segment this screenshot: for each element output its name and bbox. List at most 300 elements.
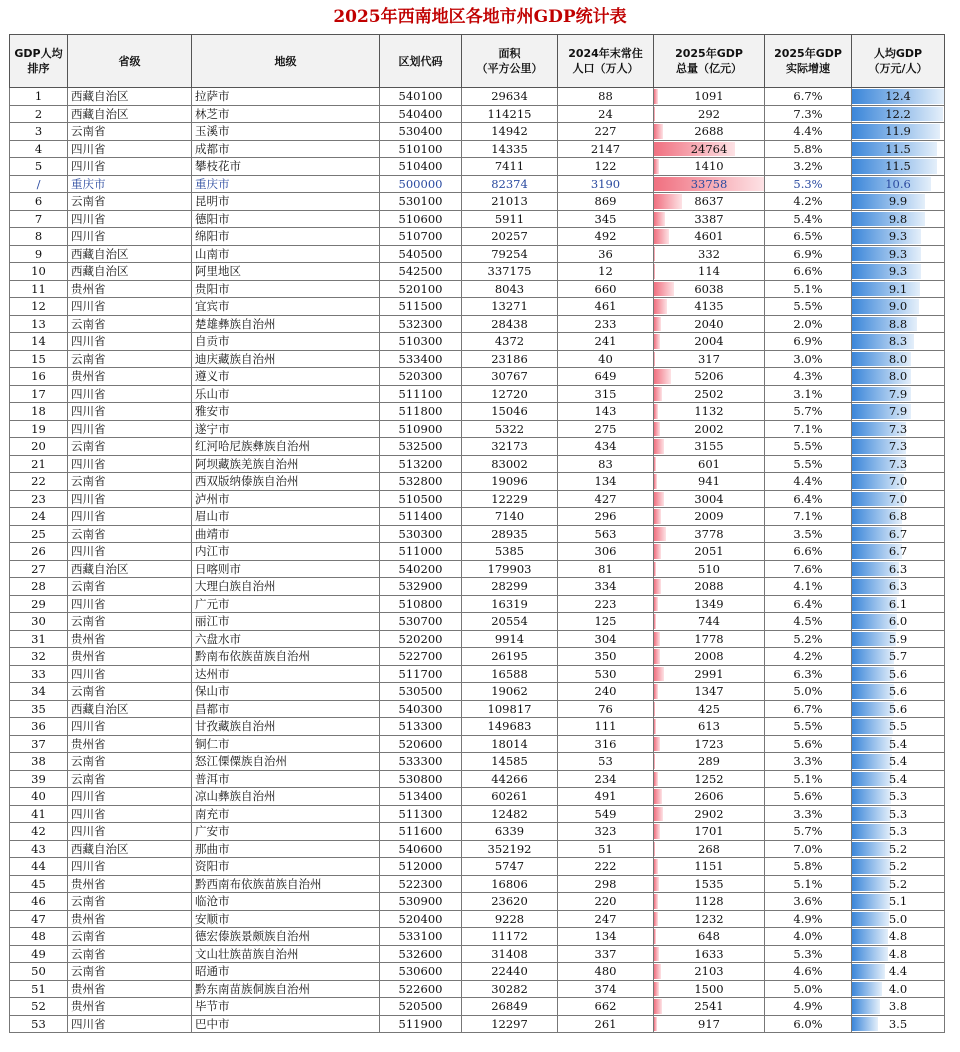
- cell-province: 贵州省: [68, 280, 192, 298]
- cell-city: 楚雄彝族自治州: [192, 315, 380, 333]
- cell-pop: 345: [558, 210, 654, 228]
- cell-pop: 298: [558, 875, 654, 893]
- gdp-value: 6038: [694, 281, 724, 296]
- gdp-bar: [654, 1017, 657, 1032]
- cell-city: 拉萨市: [192, 88, 380, 106]
- percap-bar: [852, 824, 891, 839]
- cell-pop: 350: [558, 648, 654, 666]
- gdp-value: 268: [698, 841, 720, 856]
- gdp-value: 2051: [694, 544, 724, 559]
- gdp-bar: [654, 124, 663, 139]
- table-row: [10, 928, 945, 946]
- percap-bar: [852, 947, 888, 962]
- cell-rank: 23: [10, 490, 68, 508]
- gdp-bar: [654, 789, 662, 804]
- cell-percap: [852, 560, 945, 578]
- cell-code: 530500: [380, 683, 462, 701]
- cell-pop: 233: [558, 315, 654, 333]
- cell-pop: 143: [558, 403, 654, 421]
- cell-area: 82374: [462, 175, 558, 193]
- cell-city: 阿里地区: [192, 263, 380, 281]
- gdp-value: 2002: [694, 421, 724, 436]
- table-row: [10, 753, 945, 771]
- table-row: [10, 438, 945, 456]
- table-row: [10, 385, 945, 403]
- cell-rank: 7: [10, 210, 68, 228]
- gdp-bar: [654, 999, 662, 1014]
- cell-province: 云南省: [68, 928, 192, 946]
- gdp-value: 33758: [690, 176, 728, 191]
- gdp-bar: [654, 212, 665, 227]
- cell-province: 云南省: [68, 578, 192, 596]
- percap-value: 6.8: [888, 509, 908, 524]
- table-row: [10, 158, 945, 176]
- gdp-value: 1347: [694, 684, 724, 699]
- cell-area: 20257: [462, 228, 558, 246]
- cell-percap: [852, 140, 945, 158]
- cell-rank: 34: [10, 683, 68, 701]
- cell-rank: 51: [10, 980, 68, 998]
- cell-rank: 39: [10, 770, 68, 788]
- cell-percap: [852, 420, 945, 438]
- cell-gdp: [654, 175, 765, 193]
- cell-percap: [852, 210, 945, 228]
- cell-code: 522600: [380, 980, 462, 998]
- cell-area: 18014: [462, 735, 558, 753]
- cell-pop: 316: [558, 735, 654, 753]
- table-row: [10, 420, 945, 438]
- cell-code: 533400: [380, 350, 462, 368]
- cell-city: 乐山市: [192, 385, 380, 403]
- cell-growth: 5.0%: [765, 980, 852, 998]
- table-row: [10, 840, 945, 858]
- gdp-value: 2008: [694, 649, 724, 664]
- cell-gdp: [654, 543, 765, 561]
- cell-province: 云南省: [68, 438, 192, 456]
- gdp-value: 3778: [694, 526, 724, 541]
- gdp-value: 601: [698, 456, 720, 471]
- cell-rank: 46: [10, 893, 68, 911]
- cell-gdp: [654, 998, 765, 1016]
- gdp-bar: [654, 474, 657, 489]
- percap-bar: [852, 229, 921, 244]
- cell-province: 贵州省: [68, 630, 192, 648]
- cell-area: 16319: [462, 595, 558, 613]
- percap-value: 10.6: [885, 176, 911, 191]
- cell-growth: 6.9%: [765, 333, 852, 351]
- cell-province: 重庆市: [68, 175, 192, 193]
- cell-code: 530300: [380, 525, 462, 543]
- cell-growth: 4.9%: [765, 998, 852, 1016]
- cell-city: 昌都市: [192, 700, 380, 718]
- percap-bar: [852, 684, 894, 699]
- cell-city: 甘孜藏族自治州: [192, 718, 380, 736]
- cell-growth: 7.6%: [765, 560, 852, 578]
- cell-rank: 24: [10, 508, 68, 526]
- cell-pop: 36: [558, 245, 654, 263]
- cell-rank: 38: [10, 753, 68, 771]
- cell-growth: 7.1%: [765, 420, 852, 438]
- percap-value: 5.4: [888, 771, 908, 786]
- cell-growth: 6.5%: [765, 228, 852, 246]
- gdp-bar: [654, 737, 660, 752]
- cell-province: 西藏自治区: [68, 88, 192, 106]
- cell-city: 凉山彝族自治州: [192, 788, 380, 806]
- cell-gdp: [654, 823, 765, 841]
- cell-area: 114215: [462, 105, 558, 123]
- cell-province: 云南省: [68, 893, 192, 911]
- percap-bar: [852, 772, 892, 787]
- cell-gdp: [654, 88, 765, 106]
- cell-province: 西藏自治区: [68, 560, 192, 578]
- cell-rank: 48: [10, 928, 68, 946]
- cell-percap: [852, 403, 945, 421]
- cell-city: 六盘水市: [192, 630, 380, 648]
- cell-gdp: [654, 858, 765, 876]
- cell-pop: 491: [558, 788, 654, 806]
- cell-city: 雅安市: [192, 403, 380, 421]
- percap-value: 5.3: [888, 806, 908, 821]
- cell-province: 贵州省: [68, 735, 192, 753]
- cell-province: 四川省: [68, 158, 192, 176]
- cell-growth: 4.2%: [765, 648, 852, 666]
- table-row: [10, 963, 945, 981]
- cell-area: 352192: [462, 840, 558, 858]
- percap-bar: [852, 842, 891, 857]
- cell-gdp: [654, 123, 765, 141]
- cell-area: 30767: [462, 368, 558, 386]
- cell-gdp: [654, 263, 765, 281]
- table-row: [10, 875, 945, 893]
- cell-pop: 323: [558, 823, 654, 841]
- cell-code: 540400: [380, 105, 462, 123]
- cell-percap: [852, 385, 945, 403]
- gdp-value: 8637: [694, 194, 724, 209]
- cell-code: 510500: [380, 490, 462, 508]
- cell-growth: 4.5%: [765, 613, 852, 631]
- table-row: [10, 718, 945, 736]
- gdp-bar: [654, 89, 658, 104]
- table-row: [10, 140, 945, 158]
- cell-gdp: [654, 455, 765, 473]
- gdp-value: 3387: [694, 211, 724, 226]
- cell-percap: [852, 665, 945, 683]
- cell-percap: [852, 683, 945, 701]
- cell-pop: 434: [558, 438, 654, 456]
- cell-city: 泸州市: [192, 490, 380, 508]
- cell-code: 513300: [380, 718, 462, 736]
- gdp-value: 4601: [694, 229, 724, 244]
- cell-code: 520300: [380, 368, 462, 386]
- table-row: [10, 823, 945, 841]
- cell-percap: [852, 893, 945, 911]
- percap-value: 9.8: [888, 211, 908, 226]
- table-row: [10, 193, 945, 211]
- cell-area: 16588: [462, 665, 558, 683]
- cell-pop: 134: [558, 473, 654, 491]
- cell-area: 26849: [462, 998, 558, 1016]
- cell-area: 60261: [462, 788, 558, 806]
- cell-province: 云南省: [68, 193, 192, 211]
- cell-pop: 869: [558, 193, 654, 211]
- table-row: [10, 123, 945, 141]
- cell-gdp: [654, 228, 765, 246]
- cell-province: 西藏自治区: [68, 700, 192, 718]
- cell-area: 23186: [462, 350, 558, 368]
- cell-percap: [852, 928, 945, 946]
- cell-pop: 337: [558, 945, 654, 963]
- gdp-value: 24764: [690, 141, 728, 156]
- cell-area: 28299: [462, 578, 558, 596]
- gdp-value: 425: [698, 701, 720, 716]
- gdp-bar: [654, 387, 662, 402]
- cell-city: 达州市: [192, 665, 380, 683]
- cell-province: 贵州省: [68, 648, 192, 666]
- percap-value: 6.7: [888, 526, 908, 541]
- cell-area: 4372: [462, 333, 558, 351]
- cell-province: 云南省: [68, 613, 192, 631]
- cell-gdp: [654, 560, 765, 578]
- cell-area: 12229: [462, 490, 558, 508]
- cell-percap: [852, 648, 945, 666]
- gdp-value: 1633: [694, 946, 724, 961]
- cell-pop: 40: [558, 350, 654, 368]
- cell-province: 西藏自治区: [68, 840, 192, 858]
- gdp-bar: [654, 894, 658, 909]
- gdp-bar: [654, 334, 660, 349]
- gdp-value: 1232: [694, 911, 724, 926]
- cell-rank: 5: [10, 158, 68, 176]
- gdp-value: 3004: [694, 491, 724, 506]
- page-title: 2025年西南地区各地市州GDP统计表: [333, 7, 627, 27]
- header-percap: 人均GDP （万元/人）: [852, 35, 945, 88]
- gdp-value: 2004: [694, 334, 724, 349]
- cell-gdp: [654, 718, 765, 736]
- cell-gdp: [654, 595, 765, 613]
- cell-rank: 33: [10, 665, 68, 683]
- percap-bar: [852, 912, 889, 927]
- cell-pop: 304: [558, 630, 654, 648]
- cell-percap: [852, 578, 945, 596]
- percap-value: 5.3: [888, 824, 908, 839]
- cell-gdp: [654, 630, 765, 648]
- cell-pop: 234: [558, 770, 654, 788]
- cell-province: 四川省: [68, 788, 192, 806]
- gdp-bar: [654, 772, 658, 787]
- cell-code: 500000: [380, 175, 462, 193]
- cell-gdp: [654, 420, 765, 438]
- cell-city: 贵阳市: [192, 280, 380, 298]
- cell-rank: 26: [10, 543, 68, 561]
- cell-area: 5385: [462, 543, 558, 561]
- cell-city: 那曲市: [192, 840, 380, 858]
- gdp-bar: [654, 509, 661, 524]
- table-row: [10, 175, 945, 193]
- percap-value: 5.2: [888, 859, 908, 874]
- cell-city: 玉溪市: [192, 123, 380, 141]
- cell-growth: 5.5%: [765, 718, 852, 736]
- cell-code: 530800: [380, 770, 462, 788]
- header-growth: 2025年GDP 实际增速: [765, 35, 852, 88]
- percap-value: 7.9: [888, 386, 908, 401]
- cell-pop: 306: [558, 543, 654, 561]
- cell-province: 四川省: [68, 420, 192, 438]
- cell-percap: [852, 158, 945, 176]
- cell-pop: 2147: [558, 140, 654, 158]
- percap-value: 9.0: [888, 299, 908, 314]
- cell-pop: 374: [558, 980, 654, 998]
- cell-percap: [852, 280, 945, 298]
- cell-gdp: [654, 280, 765, 298]
- cell-province: 云南省: [68, 123, 192, 141]
- percap-value: 9.3: [888, 229, 908, 244]
- cell-rank: 29: [10, 595, 68, 613]
- cell-percap: [852, 368, 945, 386]
- cell-growth: 4.0%: [765, 928, 852, 946]
- cell-rank: 40: [10, 788, 68, 806]
- cell-rank: 9: [10, 245, 68, 263]
- cell-code: 530600: [380, 963, 462, 981]
- percap-bar: [852, 1017, 878, 1032]
- table-row: [10, 770, 945, 788]
- cell-growth: 6.4%: [765, 490, 852, 508]
- percap-value: 7.3: [888, 439, 908, 454]
- cell-city: 德宏傣族景颇族自治州: [192, 928, 380, 946]
- cell-province: 云南省: [68, 963, 192, 981]
- cell-rank: 53: [10, 1015, 68, 1033]
- percap-bar: [852, 282, 920, 297]
- cell-growth: 2.0%: [765, 315, 852, 333]
- cell-code: 510100: [380, 140, 462, 158]
- cell-gdp: [654, 770, 765, 788]
- cell-area: 12297: [462, 1015, 558, 1033]
- cell-code: 510300: [380, 333, 462, 351]
- percap-value: 5.6: [888, 666, 908, 681]
- cell-growth: 7.0%: [765, 840, 852, 858]
- cell-code: 540500: [380, 245, 462, 263]
- percap-value: 4.0: [888, 981, 908, 996]
- cell-province: 四川省: [68, 385, 192, 403]
- cell-rank: 8: [10, 228, 68, 246]
- cell-growth: 3.1%: [765, 385, 852, 403]
- cell-percap: [852, 175, 945, 193]
- header-city: 地级: [192, 35, 380, 88]
- gdp-bar: [654, 422, 660, 437]
- percap-value: 5.6: [888, 684, 908, 699]
- cell-growth: 5.3%: [765, 945, 852, 963]
- cell-rank: 17: [10, 385, 68, 403]
- percap-value: 6.3: [888, 579, 908, 594]
- cell-percap: [852, 455, 945, 473]
- table-row: [10, 490, 945, 508]
- cell-city: 安顺市: [192, 910, 380, 928]
- cell-city: 日喀则市: [192, 560, 380, 578]
- percap-value: 5.4: [888, 736, 908, 751]
- cell-growth: 6.3%: [765, 665, 852, 683]
- cell-percap: [852, 770, 945, 788]
- cell-growth: 6.6%: [765, 543, 852, 561]
- table-body: [10, 88, 945, 1033]
- cell-city: 德阳市: [192, 210, 380, 228]
- percap-bar: [852, 807, 891, 822]
- gdp-bar: [654, 754, 655, 769]
- cell-province: 四川省: [68, 823, 192, 841]
- cell-province: 云南省: [68, 753, 192, 771]
- cell-city: 林芝市: [192, 105, 380, 123]
- cell-city: 西双版纳傣族自治州: [192, 473, 380, 491]
- cell-province: 贵州省: [68, 875, 192, 893]
- gdp-bar: [654, 982, 659, 997]
- cell-code: 511300: [380, 805, 462, 823]
- cell-growth: 6.9%: [765, 245, 852, 263]
- gdp-value: 917: [698, 1016, 720, 1031]
- header-gdp: 2025年GDP 总量（亿元）: [654, 35, 765, 88]
- cell-percap: [852, 718, 945, 736]
- table-row: [10, 595, 945, 613]
- cell-code: 510400: [380, 158, 462, 176]
- cell-rank: 44: [10, 858, 68, 876]
- cell-code: 540600: [380, 840, 462, 858]
- cell-gdp: [654, 683, 765, 701]
- cell-city: 南充市: [192, 805, 380, 823]
- cell-province: 四川省: [68, 490, 192, 508]
- cell-pop: 492: [558, 228, 654, 246]
- table-row: [10, 630, 945, 648]
- cell-area: 28935: [462, 525, 558, 543]
- cell-percap: [852, 858, 945, 876]
- cell-growth: 4.4%: [765, 123, 852, 141]
- gdp-bar: [654, 282, 674, 297]
- gdp-bar: [654, 719, 656, 734]
- percap-value: 5.1: [888, 894, 908, 909]
- cell-city: 攀枝花市: [192, 158, 380, 176]
- table-row: [10, 228, 945, 246]
- percap-value: 6.1: [888, 596, 908, 611]
- cell-city: 资阳市: [192, 858, 380, 876]
- gdp-value: 1091: [694, 89, 724, 104]
- cell-growth: 5.6%: [765, 735, 852, 753]
- gdp-value: 510: [698, 561, 720, 576]
- cell-gdp: [654, 105, 765, 123]
- cell-pop: 12: [558, 263, 654, 281]
- cell-rank: 50: [10, 963, 68, 981]
- cell-code: 542500: [380, 263, 462, 281]
- cell-city: 眉山市: [192, 508, 380, 526]
- cell-city: 曲靖市: [192, 525, 380, 543]
- cell-area: 28438: [462, 315, 558, 333]
- cell-pop: 222: [558, 858, 654, 876]
- cell-pop: 241: [558, 333, 654, 351]
- cell-rank: 49: [10, 945, 68, 963]
- cell-percap: [852, 998, 945, 1016]
- gdp-value: 2606: [694, 789, 724, 804]
- gdp-bar: [654, 579, 661, 594]
- cell-pop: 227: [558, 123, 654, 141]
- cell-code: 533100: [380, 928, 462, 946]
- percap-bar: [852, 702, 894, 717]
- percap-value: 7.3: [888, 456, 908, 471]
- gdp-value: 2541: [694, 999, 724, 1014]
- cell-percap: [852, 595, 945, 613]
- cell-province: 四川省: [68, 333, 192, 351]
- cell-province: 四川省: [68, 858, 192, 876]
- gdp-bar: [654, 159, 659, 174]
- cell-gdp: [654, 700, 765, 718]
- cell-growth: 5.0%: [765, 683, 852, 701]
- cell-percap: [852, 88, 945, 106]
- percap-value: 5.4: [888, 754, 908, 769]
- table-row: [10, 508, 945, 526]
